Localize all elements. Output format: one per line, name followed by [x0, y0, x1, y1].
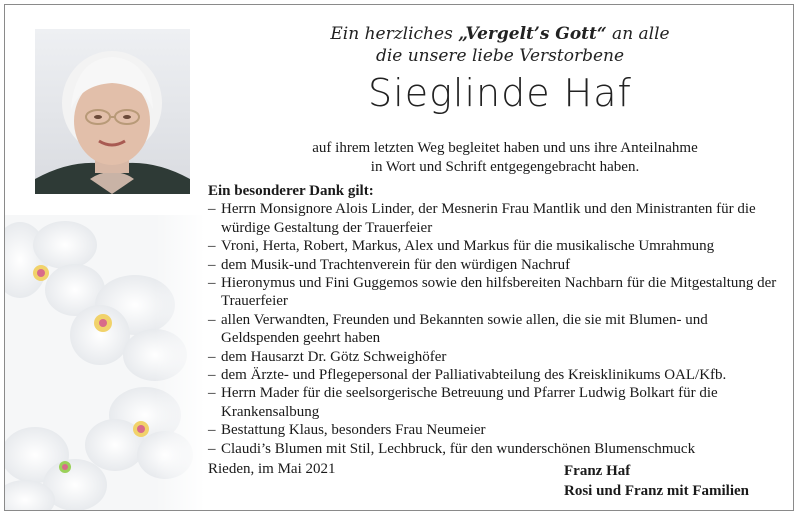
orchid-image: [5, 215, 205, 511]
vergelts-gott: „Vergelt’s Gott“: [458, 24, 607, 44]
thanks-line-1: [205, 23, 794, 45]
list-item: – Herrn Mader für die seelsorgerische Betreuung und Pfarrer Ludwig Bolkart für die Krankensalbung: [208, 384, 778, 421]
signer-1: Franz Haf: [564, 463, 631, 479]
thanks-list: [208, 200, 778, 458]
signer-2: Rosi und Franz mit Familien: [564, 483, 750, 499]
list-item: – allen Verwandten, Freunden und Bekannten sowie allen, die sie mit Blumen- und Geldspenden geehrt haben: [208, 311, 778, 348]
intro-line-1: auf ihrem letzten Weg begleitet haben und uns ihre Anteilnahme: [312, 140, 698, 156]
list-item: – dem Hausarzt Dr. Götz Schweighöfer: [208, 348, 778, 366]
deceased-name: Sieglinde Haf: [368, 71, 632, 115]
intro-line-2: in Wort und Schrift entgegengebracht haben.: [370, 159, 640, 175]
list-item: – Herrn Monsignore Alois Linder, der Mesnerin Frau Mantlik und den Ministranten für die würdige Gestaltung der Trauerfeier: [208, 200, 778, 237]
thanks-line-2: die unsere liebe Verstorbene: [375, 46, 625, 66]
signers: [564, 461, 749, 501]
orchid-decoration: [5, 215, 205, 511]
list-item: – Claudi’s Blumen mit Stil, Lechbruck, für den wunderschönen Blumenschmuck: [208, 440, 778, 458]
special-thanks: [208, 182, 778, 458]
thanks-prefix: Ein herzliches: [330, 24, 459, 44]
portrait-photo: [35, 29, 190, 194]
list-item: – Hieronymus und Fini Guggemos sowie den hilfsbereiten Nachbarn für die Mitgestaltung der Trauerfeier: [208, 274, 778, 311]
thanks-suffix: an alle: [606, 24, 670, 44]
list-item: – dem Ärzte- und Pflegepersonal der Palliativabteilung des Kreisklinikums OAL/Kfb.: [208, 366, 778, 384]
obituary-card: [4, 4, 794, 511]
header: [205, 23, 794, 115]
special-thanks-heading: Ein besonderer Dank gilt:: [208, 183, 374, 199]
intro-text: [265, 139, 745, 177]
list-item: – Bestattung Klaus, besonders Frau Neumeier: [208, 421, 778, 439]
place-date: Rieden, im Mai 2021: [208, 461, 336, 477]
portrait-image: [35, 29, 190, 194]
list-item: – Vroni, Herta, Robert, Markus, Alex und Markus für die musikalische Umrahmung: [208, 237, 778, 255]
list-item: – dem Musik-und Trachtenverein für den würdigen Nachruf: [208, 256, 778, 274]
